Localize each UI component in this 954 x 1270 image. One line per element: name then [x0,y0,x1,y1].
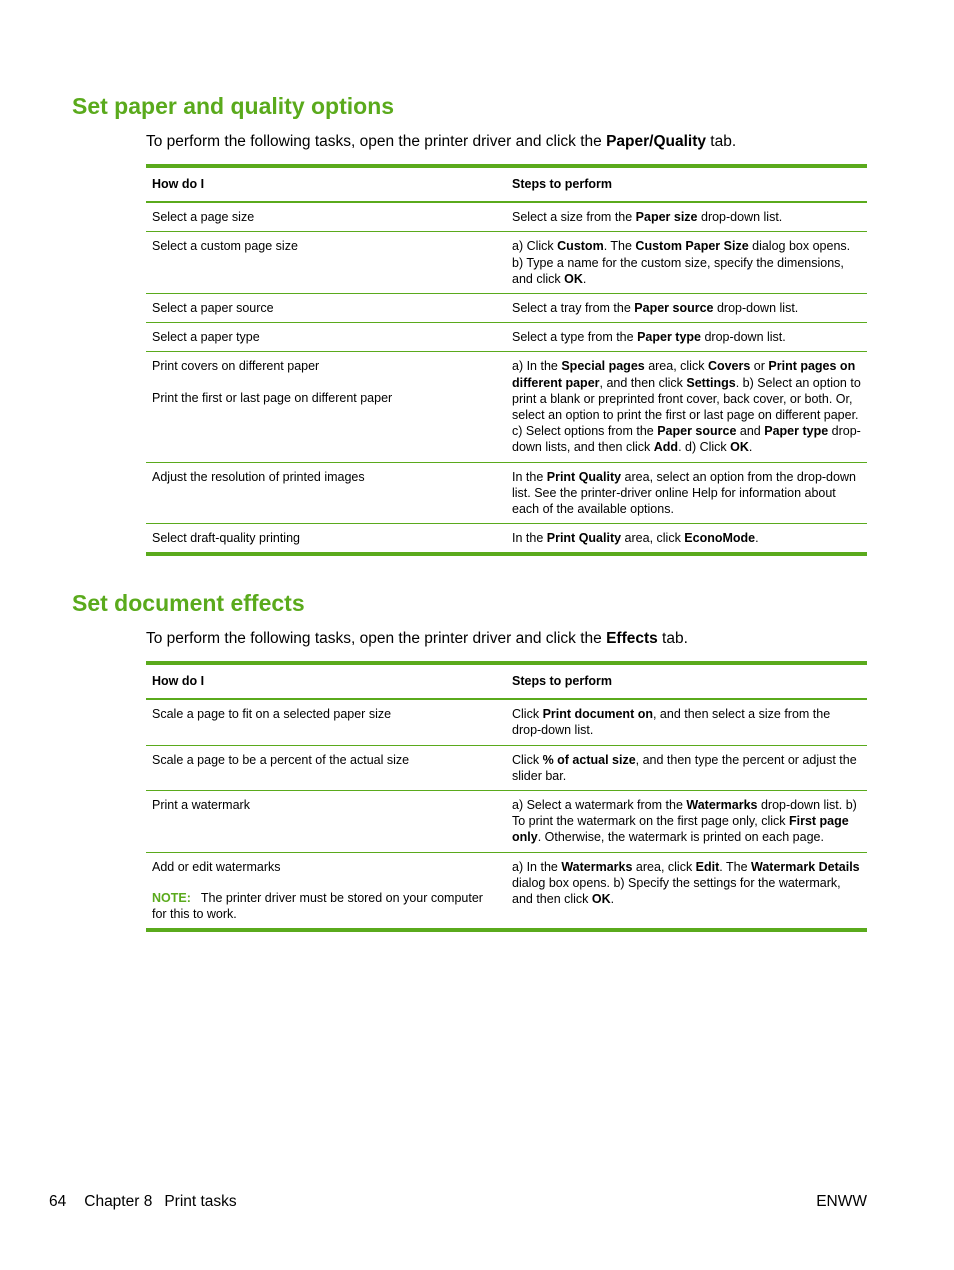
task-text: Print covers on different paper [152,359,320,374]
step-text: . The [719,859,752,874]
task-text: Scale a page to be a percent of the actual size [152,752,410,767]
step-text: , and then type the percent or adjust the slider bar. [512,752,857,783]
how-cell [146,352,506,462]
ui-term: Print Quality [546,469,622,484]
how-cell [146,462,506,524]
ui-term: Watermark Details [751,859,860,874]
ui-term: Custom Paper Size [635,239,749,254]
section-title-document-effects: Set document effects [72,590,305,616]
table-row [146,745,867,790]
note-label: NOTE: [152,890,191,905]
section-title-paper-quality: Set paper and quality options [72,93,395,119]
step-text: . [755,531,759,546]
step-text: dialog box opens. b) Type a name for the custom size, specify the dimensions, and click [512,239,851,286]
how-cell [146,294,506,323]
how-cell [146,524,506,555]
task-text: Select a paper type [152,330,260,345]
step-text: , and then select a size from the drop-down list. [512,707,831,738]
paper-quality-table-body [146,202,867,554]
ui-term: EconoMode [684,531,756,546]
table-row [146,791,867,853]
document-effects-table [146,661,867,932]
step-text: Select a size from the [512,210,636,225]
steps-cell [506,462,867,524]
section-intro-document-effects [146,630,688,648]
intro-text: To perform the following tasks, open the printer driver and click the [146,133,607,150]
table-row [146,294,867,323]
step-text: a) Click [512,239,558,254]
task-text: Select draft-quality printing [152,531,300,546]
ui-term: Special pages [561,359,645,374]
how-cell [146,699,506,745]
ui-term: OK [730,440,749,455]
step-text: . [748,440,753,455]
task-text: Select a custom page size [152,239,298,254]
step-text: drop-down list. b) To print the watermark on the first page only, click [512,798,857,829]
step-text: area, click [632,859,696,874]
step-text: and [736,424,765,439]
ui-term: Paper source [657,424,737,439]
intro-text-end: tab. [657,630,688,647]
step-text: area, click [621,531,685,546]
ui-term: Watermarks [686,798,758,813]
page-number: 64 [49,1193,67,1210]
step-text: , and then click [599,375,687,390]
table-row [146,524,867,555]
ui-term: Paper size [635,210,698,225]
steps-cell [506,524,867,555]
task-text: Scale a page to fit on a selected paper size [152,707,392,722]
how-cell [146,745,506,790]
step-text: drop-down lists, and then click [512,424,861,455]
step-text: In the [512,531,547,546]
intro-tab-name: Effects [606,630,658,647]
chapter-title: Print tasks [164,1193,237,1210]
how-cell [146,323,506,352]
step-text: drop-down list. [713,301,799,316]
step-text: . [610,892,615,907]
step-text: . b) Select an option to print a blank or preprinted front cover, back cover, or both. Or, select an option to print the first or last page on different paper. c) Select options from the [512,375,861,439]
column-header-steps: Steps to perform [506,166,867,202]
ui-term: Edit [695,859,720,874]
paragraph-gap [152,875,500,890]
steps-cell [506,323,867,352]
ui-term: Paper type [764,424,829,439]
ui-term: Settings [686,375,736,390]
steps-cell [506,202,867,232]
column-header-steps: Steps to perform [506,663,867,699]
step-text: Click [512,707,543,722]
how-cell [146,791,506,853]
task-text: Print a watermark [152,798,250,813]
task-text: Adjust the resolution of printed images [152,469,365,484]
ui-term: OK [591,892,611,907]
table-row [146,202,867,232]
step-text: drop-down list. [697,210,783,225]
step-text: . [582,271,587,286]
ui-term: Print Quality [546,531,622,546]
table-row [146,352,867,462]
ui-term: Paper source [634,301,714,316]
chapter-label: Chapter 8 [84,1193,153,1210]
step-text: drop-down list. [700,330,786,345]
table-row [146,852,867,930]
step-text: or [750,359,769,374]
ui-term: Add [653,440,679,455]
steps-cell [506,352,867,462]
table-row [146,699,867,745]
step-text: . The [603,239,636,254]
step-text: a) In the [512,359,562,374]
how-cell [146,232,506,294]
section-intro-paper-quality [146,133,736,151]
page-footer-right: ENWW [816,1193,867,1210]
page-footer-left [49,1192,237,1212]
task-text: Select a page size [152,210,255,225]
table-row [146,323,867,352]
task-text: Select a paper source [152,301,274,316]
steps-cell [506,294,867,323]
ui-term: Print document on [542,707,653,722]
task-text: Add or edit watermarks [152,859,281,874]
step-text: Select a tray from the [512,301,635,316]
ui-term: OK [564,271,583,286]
table-row [146,232,867,294]
paper-quality-table [146,164,867,556]
step-text: . Otherwise, the watermark is printed on each page. [537,830,824,845]
steps-cell [506,699,867,745]
ui-term: First page only [512,814,849,845]
column-header-how: How do I [146,166,506,202]
step-text: a) Select a watermark from the [512,798,687,813]
task-text: Print the first or last page on different paper [152,390,393,405]
intro-tab-name: Paper/Quality [606,133,706,150]
step-text: Select a type from the [512,330,638,345]
note-text: The printer driver must be stored on your computer for this to work. [152,890,483,922]
how-cell [146,852,506,930]
steps-cell [506,232,867,294]
steps-cell [506,791,867,853]
step-text: area, select an option from the drop-down list. See the printer-driver online Help for information about each of the available options. [512,469,856,517]
how-cell [146,202,506,232]
ui-term: Print pages on different paper [512,359,856,390]
steps-cell [506,852,867,930]
step-text: . d) Click [678,440,731,455]
step-text: In the [512,469,547,484]
table-header-row [146,166,867,202]
step-text: dialog box opens. b) Specify the settings for the watermark, and then click [512,875,841,907]
ui-term: Custom [557,239,604,254]
table-header-row [146,663,867,699]
step-text: area, click [644,359,708,374]
intro-text: To perform the following tasks, open the printer driver and click the [146,630,607,647]
steps-cell [506,745,867,790]
ui-term: Covers [707,359,751,374]
table-row [146,462,867,524]
column-header-how: How do I [146,663,506,699]
ui-term: % of actual size [542,752,636,767]
step-text: a) In the [512,859,562,874]
document-effects-table-body [146,699,867,930]
intro-text-end: tab. [706,133,737,150]
ui-term: Watermarks [561,859,633,874]
step-text: Click [512,752,543,767]
paragraph-gap [152,375,500,390]
ui-term: Paper type [637,330,701,345]
